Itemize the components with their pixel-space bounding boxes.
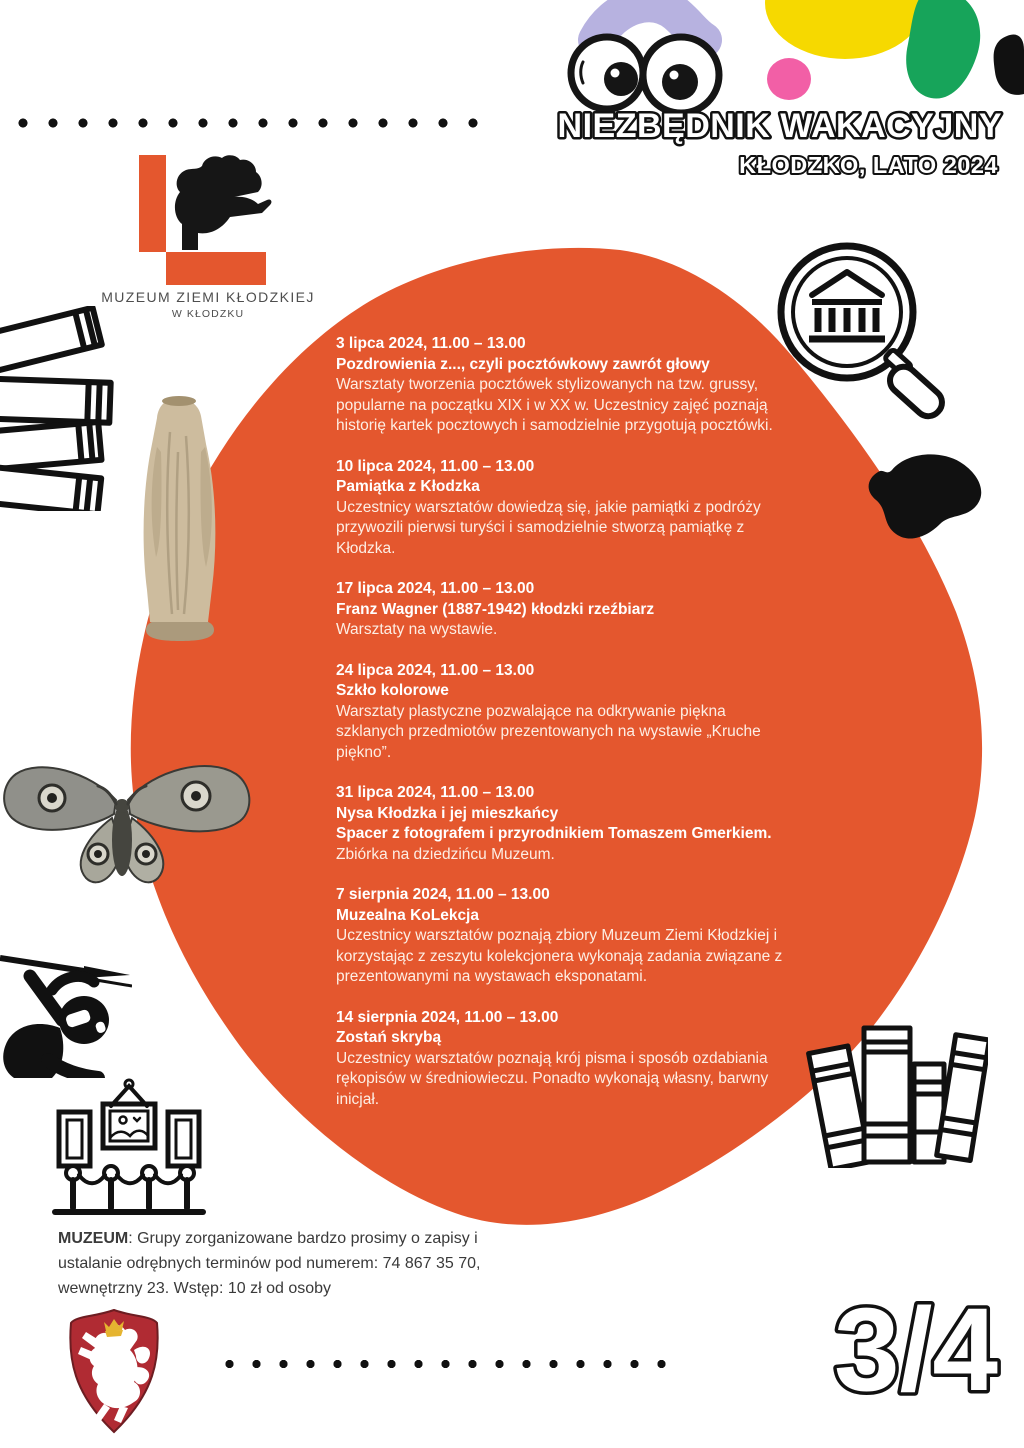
event-date: 7 sierpnia 2024, 11.00 – 13.00 [336,886,550,903]
event-date: 31 lipca 2024, 11.00 – 13.00 [336,784,535,801]
event-date: 14 sierpnia 2024, 11.00 – 13.00 [336,1008,559,1026]
poster-subtitle-wrap [535,147,1010,181]
warrior-pictogram-icon [0,928,132,1078]
event-title: Zostań skrybą [336,1029,442,1046]
ink-blob-icon [862,448,987,548]
bottom-dotted-line [216,1358,681,1370]
museum-logo-block-horizontal [166,252,266,285]
event-description: Warsztaty tworzenia pocztówek stylizowanych na tzw. grussy, popularne na początku XIX i w XX w. Uczestnicy zajęć poznają historię kartek pocztowych i samodzielnie przygotują pocztówki. [336,376,773,434]
event-subtitle: Spacer z fotografem i przyrodnikiem Tomaszem Gmerkiem. [336,825,772,842]
page-indicator: 3/4 [833,1284,998,1416]
event-title: Szkło kolorowe [336,682,449,699]
event-date: 17 lipca 2024, 11.00 – 13.00 [336,580,535,597]
events-list [336,334,791,1130]
event-description: Warsztaty plastyczne pozwalające na odkrywanie piękna szklanych przedmiotów prezentowanych na wystawie „Kruche piękno”. [336,702,761,761]
books-row-icon [798,1020,988,1168]
event-item [336,783,791,865]
event-title: Pamiątka z Kłodzka [336,478,480,495]
event-description: Uczestnicy warsztatów poznają zbiory Muzeum Ziemi Kłodzkiej i korzystając z zeszytu kolekcjonera wykonają zadania związane z prezentowanymi na wystawach eksponatami. [336,927,783,985]
moth-image [0,748,262,896]
event-description: Uczestnicy warsztatów dowiedzą się, jakie pamiątki z podróży przywozili pierwsi turyści i samodzielnie stworzą pamiątkę z Kłodzka. [336,498,761,557]
event-item [336,1008,791,1111]
event-item [336,334,791,437]
contact-info [58,1226,498,1301]
top-dotted-line [8,117,486,129]
museum-city: W KŁODZKU [171,308,245,320]
museum-name: MUZEUM ZIEMI KŁODZKIEJ [101,289,315,305]
event-title: Nysa Kłodzka i jej mieszkańcy [336,804,559,822]
event-item [336,457,791,560]
poster-title-wrap [535,102,1010,148]
event-date: 24 lipca 2024, 11.00 – 13.00 [336,661,535,679]
event-description: Zbiórka na dziedzińcu Muzeum. [336,845,555,863]
event-description: Warsztaty na wystawie. [336,621,498,638]
contact-text: : Grupy zorganizowane bardzo prosimy o zapisy i ustalanie odrębnych terminów pod numerem: 74 867 35 70, wewnętrzny 23. Wstęp: 10 zł od osoby [58,1230,481,1297]
event-title: Pozdrowienia z..., czyli pocztówkowy zawrót głowy [336,355,710,373]
statue-image [126,392,234,644]
poster-subtitle: KŁODZKO, LATO 2024 [739,152,998,178]
coat-of-arms-icon [62,1306,166,1438]
museum-logo-text [93,289,323,320]
museum-logo-block-vertical [139,155,166,252]
event-description: Uczestnicy warsztatów poznają krój pisma i sposób ozdabiania rękopisów w średniowieczu. Ponadto wykonają własny, barwny inicjał. [336,1049,769,1108]
event-date: 3 lipca 2024, 11.00 – 13.00 [336,335,526,352]
page-indicator-wrap [772,1284,1004,1416]
event-date: 10 lipca 2024, 11.00 – 13.00 [336,457,535,475]
poster-title: NIEZBĘDNIK WAKACYJNY [557,107,1002,145]
event-title: Franz Wagner (1887-1942) kłodzki rzeźbiarz [336,600,655,618]
event-item [336,885,791,988]
event-title: Muzealna KoLekcja [336,906,479,924]
books-stack-icon [0,306,125,511]
museum-logo-angel-icon [164,154,276,252]
contact-label: MUZEUM [58,1230,129,1247]
event-item [336,579,791,641]
event-item [336,661,791,764]
gallery-frames-icon [50,1076,208,1224]
